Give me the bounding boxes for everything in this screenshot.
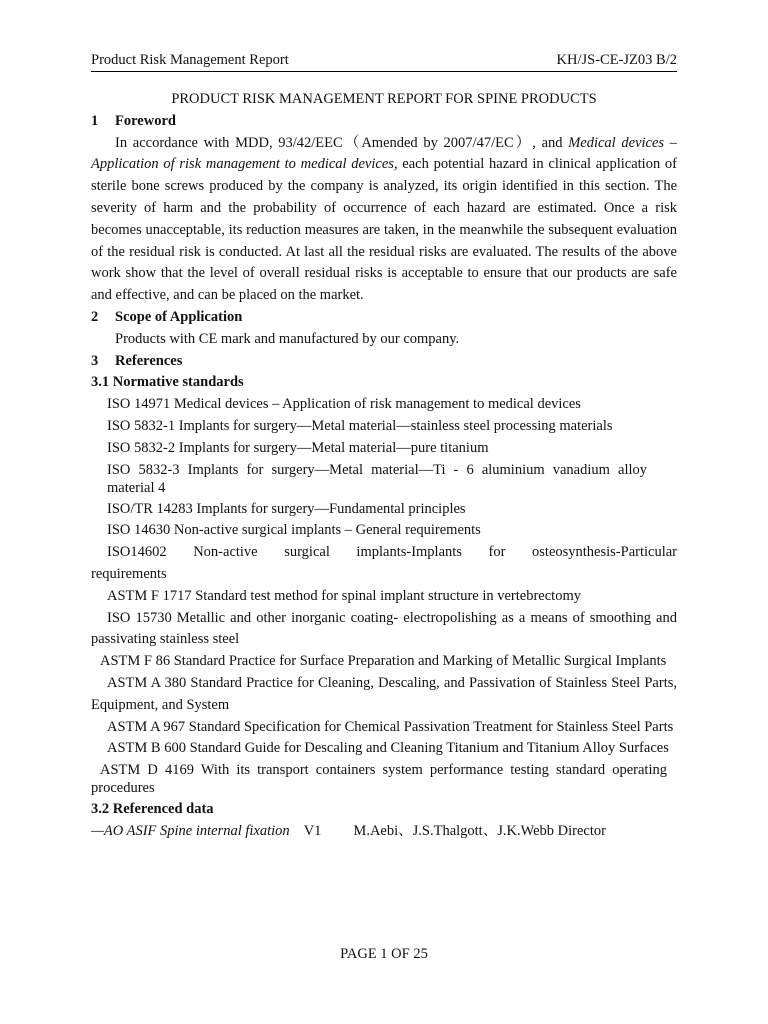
section-number: 2: [91, 308, 99, 325]
reference-item: ASTM F 1717 Standard test method for spinal implant structure in vertebrectomy: [107, 587, 581, 604]
reference-item: ISO 5832-2 Implants for surgery—Metal material—pure titanium: [107, 439, 489, 456]
referenced-data-authors: M.Aebi、J.S.Thalgott、J.K.Webb Director: [353, 822, 606, 839]
referenced-data-title: —AO ASIF Spine internal fixation: [91, 822, 290, 839]
section-title: References: [115, 352, 183, 369]
section-3-heading: [91, 351, 677, 373]
reference-item: ASTM F 86 Standard Practice for Surface Preparation and Marking of Metallic Surgical Implants: [100, 653, 667, 670]
document-body: [91, 89, 677, 843]
reference-item: ISO 14971 Medical devices – Application of risk management to medical devices: [107, 396, 581, 413]
section-3-2-heading: 3.2 Referenced data: [91, 801, 214, 818]
reference-item: ASTM A 967 Standard Specification for Chemical Passivation Treatment for Stainless Steel Parts: [107, 718, 674, 735]
reference-item: ISO 14630 Non-active surgical implants – General requirements: [107, 522, 481, 539]
reference-item: ISO/TR 14283 Implants for surgery—Fundamental principles: [107, 500, 466, 517]
scope-text: Products with CE mark and manufactured by our company.: [115, 330, 460, 347]
section-number: 1: [91, 112, 99, 129]
reference-item: ASTM A 380 Standard Practice for Cleaning, Descaling, and Passivation of Stainless Steel Parts, Equipment, and System: [91, 674, 677, 713]
reference-item: ISO 15730 Metallic and other inorganic coating- electropolishing as a means of smoothing and passivating stainless steel: [91, 609, 677, 648]
section-3-1-heading: 3.1 Normative standards: [91, 374, 244, 391]
section-title: Foreword: [115, 112, 176, 129]
foreword-text-start: In accordance with MDD, 93/42/EEC（Amended by 2007/47/EC）, and: [115, 134, 569, 151]
foreword-standard-title: Medical devices – Application of risk management to medical devices: [91, 134, 677, 173]
reference-item: ISO14602 Non-active surgical implants-Implants for osteosynthesis-Particular requirements: [91, 544, 677, 582]
referenced-data-item: [91, 821, 677, 843]
page-number: PAGE 1 OF 25: [340, 946, 428, 962]
reference-item: ASTM B 600 Standard Guide for Descaling and Cleaning Titanium and Titanium Alloy Surfaces: [107, 740, 669, 757]
referenced-data-version: V1: [303, 822, 322, 839]
header-document-code: KH/JS-CE-JZ03 B/2: [556, 52, 677, 68]
reference-item: ASTM D 4169 With its transport containers system performance testing standard operating procedures: [91, 762, 667, 797]
page-header: [91, 52, 677, 72]
section-1-heading: [91, 111, 677, 133]
foreword-paragraph: [91, 133, 677, 307]
report-title: PRODUCT RISK MANAGEMENT REPORT FOR SPINE PRODUCTS: [171, 91, 597, 107]
section-2-heading: [91, 307, 677, 329]
section-number: 3: [91, 352, 99, 369]
reference-item: ISO 5832-1 Implants for surgery—Metal material—stainless steel processing materials: [107, 417, 613, 434]
section-title: Scope of Application: [115, 308, 243, 325]
header-document-title: Product Risk Management Report: [91, 52, 289, 68]
reference-item: ISO 5832-3 Implants for surgery—Metal material—Ti - 6 aluminium vanadium alloy material 4: [107, 461, 647, 496]
foreword-text-end: , each potential hazard in clinical application of sterile bone screws produced by the company is analyzed, its origin identified in this section. The severity of harm and the probability of occurrence of each hazard are estimated. Once a risk becomes unacceptable, its reduction measures are taken, in the meanwhile the subsequent evaluation of the residual risk is conducted. At last all the residual risks are evaluated. The results of the above work show that the level of overall residual risks is acceptable to ensure that our products are safe and effective, and can be placed on the market.: [91, 156, 677, 304]
